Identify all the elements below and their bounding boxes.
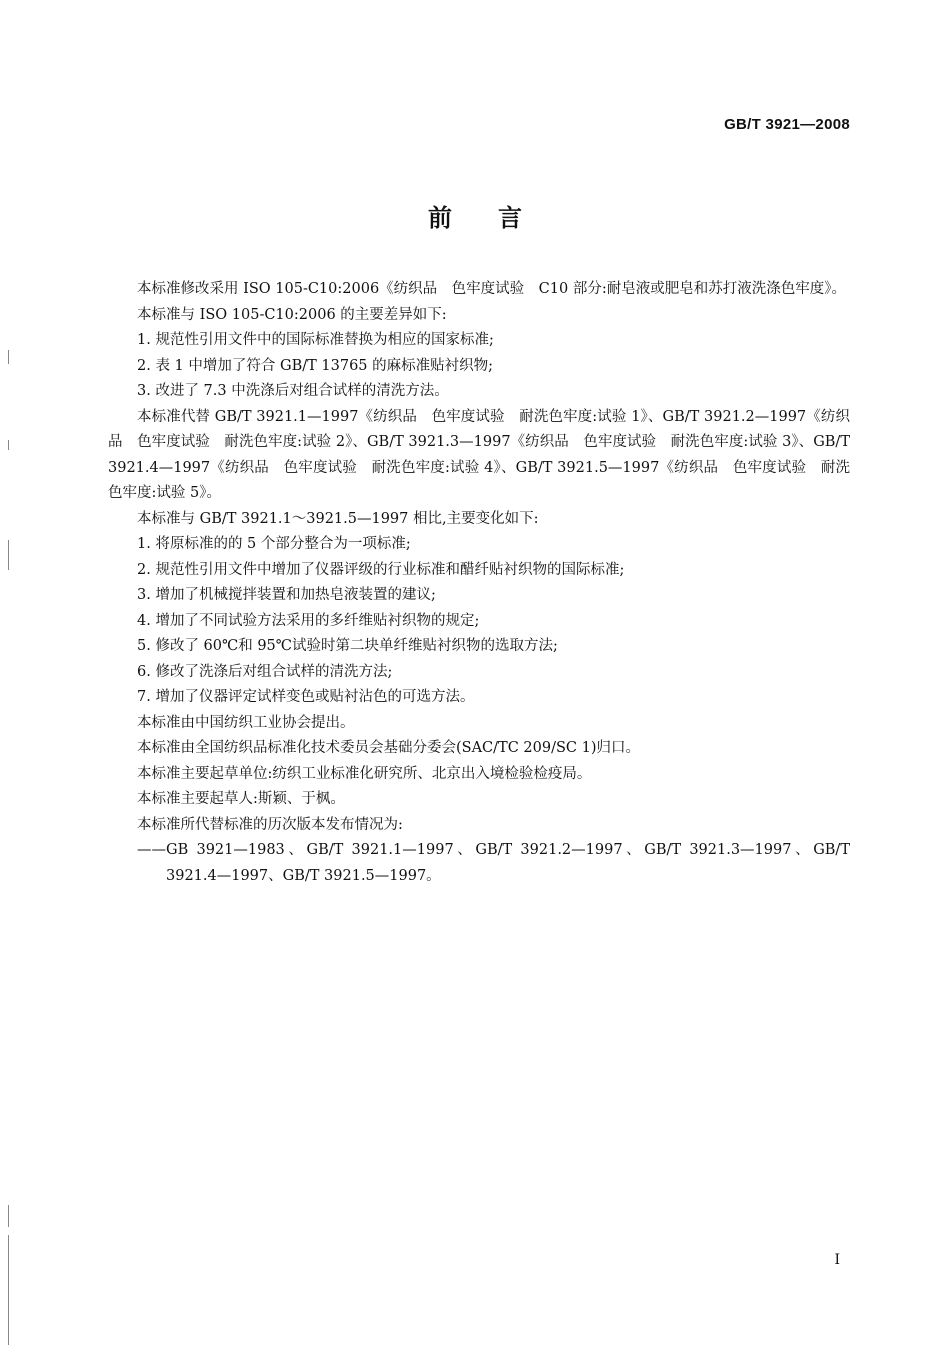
scan-margin-mark [8, 350, 9, 364]
paragraph-drafting-units: 本标准主要起草单位:纺织工业标准化研究所、北京出入境检验检疫局。 [137, 765, 592, 782]
paragraph-history-intro: 本标准所代替标准的历次版本发布情况为: [137, 816, 403, 833]
document-body [108, 277, 850, 889]
paragraph-adoption: 本标准修改采用 ISO 105-C10:2006《纺织品 色牢度试验 C10 部分:耐皂液或肥皂和苏打液洗涤色牢度》。 [137, 281, 846, 297]
list-item-change-4: 4. 增加了不同试验方法采用的多纤维贴衬织物的规定; [137, 612, 480, 629]
page-title [0, 198, 950, 233]
paragraph-centralized-by: 本标准由全国纺织品标准化技术委员会基础分委会(SAC/TC 209/SC 1)归口。 [137, 740, 640, 756]
list-item-change-2: 2. 规范性引用文件中增加了仪器评级的行业标准和醋纤贴衬织物的国际标准; [137, 561, 625, 578]
standard-code: GB/T 3921—2008 [724, 116, 850, 133]
list-item-change-5: 5. 修改了 60℃和 95℃试验时第二块单纤维贴衬织物的选取方法; [137, 638, 558, 654]
paragraph-history-list: ——GB 3921—1983、GB/T 3921.1—1997、GB/T 3921.2—1997、GB/T 3921.3—1997、GB/T 3921.4—1997、GB/T 3921.5—1997。 [137, 842, 850, 884]
list-item-change-3: 3. 增加了机械搅拌装置和加热皂液装置的建议; [137, 587, 436, 603]
scan-margin-mark [8, 540, 9, 570]
list-item-change-1: 1. 将原标准的的 5 个部分整合为一项标准; [137, 536, 411, 552]
list-item-change-7: 7. 增加了仪器评定试样变色或贴衬沾色的可选方法。 [137, 689, 475, 705]
page-number: I [834, 1252, 840, 1268]
paragraph-differences-intro: 本标准与 ISO 105-C10:2006 的主要差异如下: [137, 306, 447, 323]
paragraph-proposed-by: 本标准由中国纺织工业协会提出。 [137, 714, 355, 731]
paragraph-replaces: 本标准代替 GB/T 3921.1—1997《纺织品 色牢度试验 耐洗色牢度:试验 1》、GB/T 3921.2—1997《纺织品 色牢度试验 耐洗色牢度:试验 2》、GB/T 3921.3—1997《纺织品 色牢度试验 耐洗色牢度:试验 3》、GB/T 3921.4—1997《纺织品 色牢度试验 耐洗色牢度:试验 4》、GB/T 3921.5—1997《纺织品 色牢度试验 耐洗色牢度:试验 5》。 [108, 408, 850, 501]
title-char-1: 前 [428, 204, 452, 232]
list-item-difference-3: 3. 改进了 7.3 中洗涤后对组合试样的清洗方法。 [137, 383, 449, 399]
title-char-2: 言 [498, 204, 522, 232]
paragraph-drafters: 本标准主要起草人:斯颖、于枫。 [137, 791, 345, 807]
scan-margin-mark [8, 440, 9, 450]
list-item-difference-1: 1. 规范性引用文件中的国际标准替换为相应的国家标准; [137, 332, 494, 348]
list-item-change-6: 6. 修改了洗涤后对组合试样的清洗方法; [137, 663, 393, 680]
scan-margin-mark [8, 1205, 9, 1227]
list-item-difference-2: 2. 表 1 中增加了符合 GB/T 13765 的麻标准贴衬织物; [137, 357, 494, 374]
paragraph-changes-intro: 本标准与 GB/T 3921.1～3921.5—1997 相比,主要变化如下: [137, 510, 539, 527]
scan-margin-mark [8, 1235, 9, 1345]
